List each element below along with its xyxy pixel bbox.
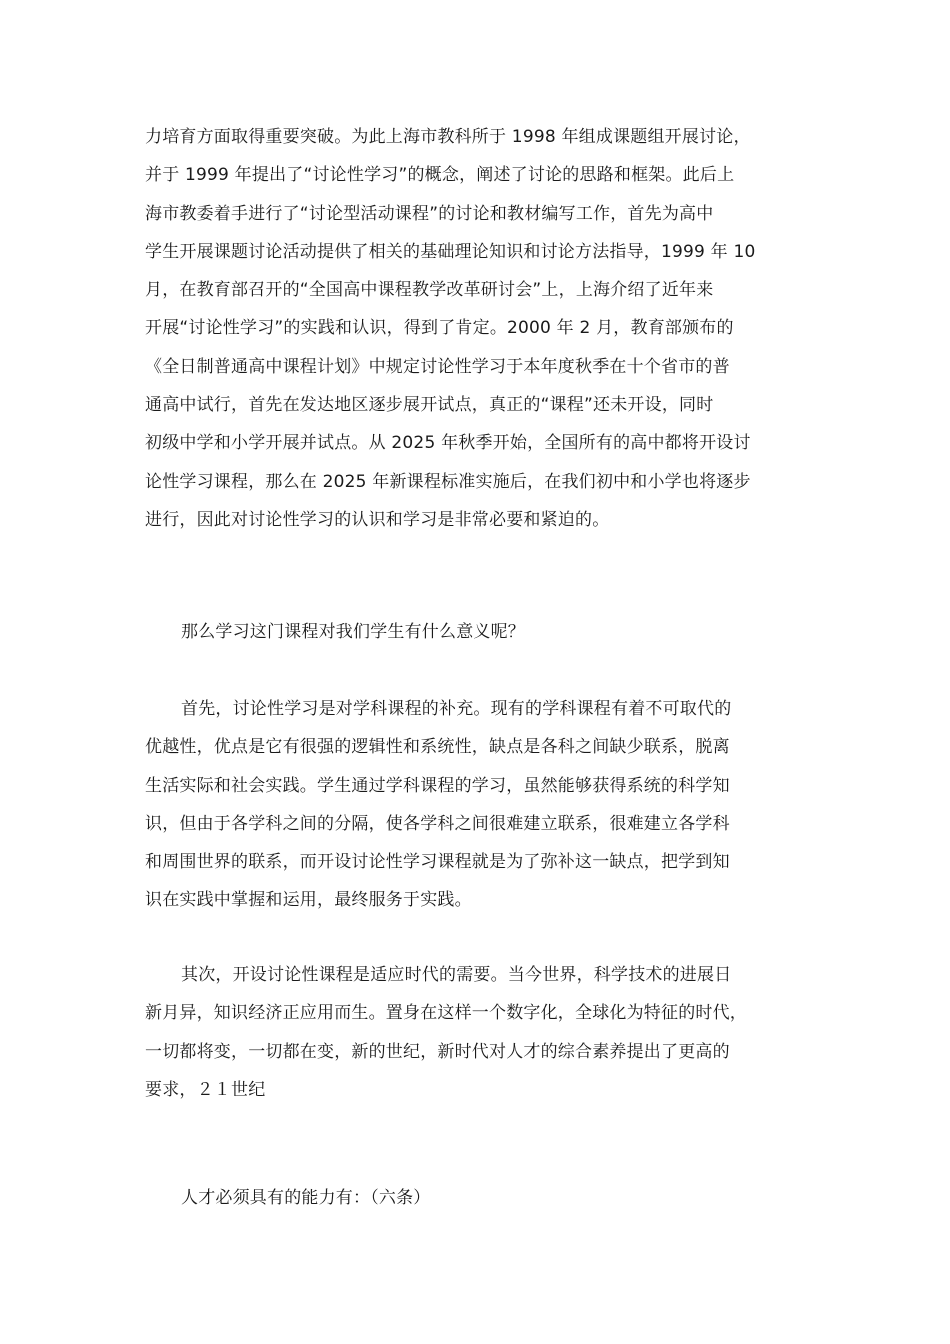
paragraph-history xyxy=(145,118,810,539)
text-line: 通高中试行，首先在发达地区逐步展开试点，真正的“课程”还未开设，同时 xyxy=(145,395,714,416)
text-line: 《全日制普通高中课程计划》中规定讨论性学习于本年度秋季在十个省市的普 xyxy=(145,356,730,377)
text-line: 进行，因此对讨论性学习的认识和学习是非常必要和紧迫的。 xyxy=(145,509,610,530)
paragraph-question xyxy=(145,613,810,651)
text-line: 识在实践中掌握和运用，最终服务于实践。 xyxy=(145,890,472,911)
text-line: 初级中学和小学开展并试点。从 2025 年秋季开始，全国所有的高中都将开设讨 xyxy=(145,433,751,454)
text-line: 海市教委着手进行了“讨论型活动课程”的讨论和教材编写工作，首先为高中 xyxy=(145,203,714,224)
text-line: 月，在教育部召开的“全国高中课程教学改革研讨会”上，上海介绍了近年来 xyxy=(145,280,714,301)
paragraph-second-point xyxy=(145,956,810,1109)
text-line: 那么学习这门课程对我们学生有什么意义呢？ xyxy=(181,622,525,642)
text-line: 论性学习课程，那么在 2025 年新课程标准实施后，在我们初中和小学也将逐步 xyxy=(145,471,751,492)
text-line: 学生开展课题讨论活动提供了相关的基础理论知识和讨论方法指导，1999 年 10 xyxy=(145,241,756,262)
text-line: 其次，开设讨论性课程是适应时代的需要。当今世界，科学技术的进展日 xyxy=(181,965,732,985)
text-line: 要求，２１世纪 xyxy=(145,1079,266,1100)
paragraph-abilities xyxy=(145,1179,810,1217)
text-line: 力培育方面取得重要突破。为此上海市教科所于 1998 年组成课题组开展讨论， xyxy=(145,127,751,147)
text-line: 人才必须具有的能力有：（六条） xyxy=(181,1188,431,1208)
paragraph-first-point xyxy=(145,690,810,920)
text-line: 识，但由于各学科之间的分隔，使各学科之间很难建立联系，很难建立各学科 xyxy=(145,813,730,834)
text-line: 和周围世界的联系，而开设讨论性学习课程就是为了弥补这一缺点，把学到知 xyxy=(145,852,730,873)
text-line: 首先，讨论性学习是对学科课程的补充。现有的学科课程有着不可取代的 xyxy=(181,699,732,719)
text-line: 新月异，知识经济正应用而生。置身在这样一个数字化，全球化为特征的时代， xyxy=(145,1003,747,1024)
text-line: 生活实际和社会实践。学生通过学科课程的学习，虽然能够获得系统的科学知 xyxy=(145,775,730,796)
text-line: 优越性，优点是它有很强的逻辑性和系统性，缺点是各科之间缺少联系，脱离 xyxy=(145,737,730,758)
text-line: 一切都将变，一切都在变，新的世纪，新时代对人才的综合素养提出了更高的 xyxy=(145,1041,730,1062)
text-line: 并于 1999 年提出了“讨论性学习”的概念，阐述了讨论的思路和框架。此后上 xyxy=(145,165,735,186)
text-line: 开展“讨论性学习”的实践和认识，得到了肯定。2000 年 2 月，教育部颁布的 xyxy=(145,318,734,339)
